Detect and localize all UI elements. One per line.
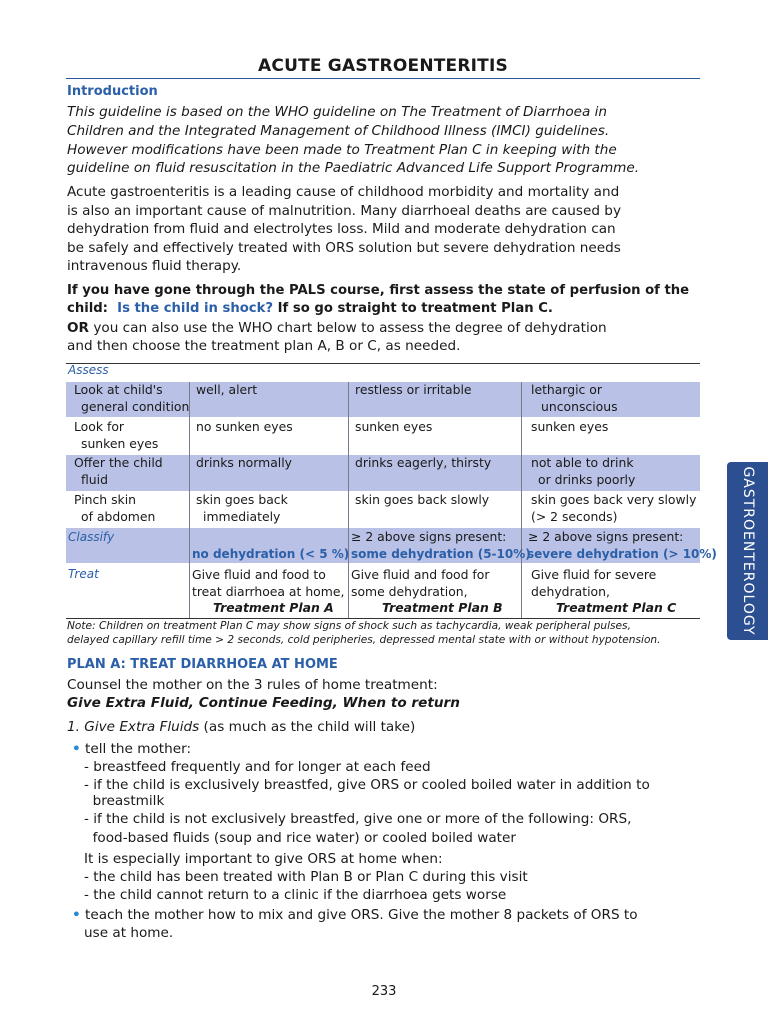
sign-cell: Look for: [74, 419, 124, 434]
treat-cell: some dehydration,: [351, 584, 468, 599]
treatment-plan-a: Treatment Plan A: [213, 600, 334, 615]
table-cell: (> 2 seconds): [531, 509, 618, 524]
table-col-divider: [348, 382, 349, 618]
intro-para-line: Acute gastroenteritis is a leading cause of childhood morbidity and mortality and: [67, 184, 620, 200]
plan-a-item-1: [67, 718, 415, 736]
or-line-2: and then choose the treatment plan A, B or C, as needed.: [67, 338, 461, 354]
dash-line: - breastfeed frequently and for longer at each feed: [84, 759, 431, 775]
treat-cell: Give fluid and food to: [192, 567, 326, 582]
dash-line: - if the child is not exclusively breastfed, give one or more of the following: ORS,: [84, 811, 632, 827]
table-col-divider: [189, 382, 190, 618]
item-1-rest: (as much as the child will take): [199, 719, 416, 735]
classify-criteria: ≥ 2 above signs present:: [351, 529, 507, 544]
dash-line: breastmilk: [84, 793, 165, 809]
intro-heading: Introduction: [67, 84, 158, 99]
table-top-rule: [66, 363, 700, 364]
page-title: ACUTE GASTROENTERITIS: [258, 56, 508, 76]
table-cell: drinks eagerly, thirsty: [355, 455, 492, 470]
bullet-item: [72, 740, 191, 758]
table-col-divider: [521, 382, 522, 618]
plan-a-counsel: Counsel the mother on the 3 rules of home treatment:: [67, 677, 438, 693]
pals-child: child:: [67, 301, 108, 316]
sign-cell: fluid: [81, 472, 108, 487]
treatment-plan-c: Treatment Plan C: [556, 600, 677, 615]
or-word: OR: [67, 320, 90, 336]
table-cell: sunken eyes: [531, 419, 609, 434]
bullet-text: teach the mother how to mix and give ORS. Give the mother 8 packets of ORS to: [85, 907, 638, 923]
table-cell: skin goes back slowly: [355, 492, 490, 507]
intro-para-line: be safely and effectively treated with ORS solution but severe dehydration needs: [67, 240, 621, 256]
table-cell: restless or irritable: [355, 382, 472, 397]
table-cell: skin goes back very slowly: [531, 492, 697, 507]
side-tab-label: GASTROENTEROLOGY: [739, 466, 756, 636]
page-number: 233: [371, 984, 397, 999]
when-line: - the child has been treated with Plan B or Plan C during this visit: [84, 869, 528, 885]
especially-line: It is especially important to give ORS at home when:: [84, 851, 443, 867]
plan-a-rules: Give Extra Fluid, Continue Feeding, When to return: [67, 695, 460, 711]
intro-italic-line: Children and the Integrated Management of Childhood Illness (IMCI) guidelines.: [67, 123, 610, 139]
classification-none: no dehydration (< 5 %): [192, 547, 350, 561]
bullet-icon: •: [72, 741, 81, 757]
intro-italic-line: This guideline is based on the WHO guideline on The Treatment of Diarrhoea in: [67, 104, 608, 120]
bullet-icon: •: [72, 907, 81, 923]
note-line: delayed capillary refill time > 2 seconds, cold peripheries, depressed mental state with or without hypotension.: [67, 634, 661, 646]
sign-cell: of abdomen: [81, 509, 156, 524]
table-cell: no sunken eyes: [196, 419, 293, 434]
bullet-text: tell the mother:: [85, 741, 192, 757]
when-line: - the child cannot return to a clinic if the diarrhoea gets worse: [84, 887, 507, 903]
treat-label: Treat: [68, 567, 99, 581]
intro-italic-line: However modifications have been made to Treatment Plan C in keeping with the: [67, 142, 617, 158]
classification-severe: severe dehydration (> 10%): [527, 547, 717, 561]
bullet-item: [72, 906, 638, 924]
treat-cell: Give fluid and food for: [351, 567, 490, 582]
table-cell: not able to drink: [531, 455, 634, 470]
table-cell: lethargic or: [531, 382, 602, 397]
table-cell: skin goes back: [196, 492, 288, 507]
treat-cell: treat diarrhoea at home,: [192, 584, 345, 599]
dash-line: - if the child is exclusively breastfed, give ORS or cooled boiled water in addition to: [84, 777, 650, 793]
treat-cell: Give fluid for severe: [531, 567, 657, 582]
assess-label: Assess: [68, 363, 109, 377]
sign-cell: Offer the child: [74, 455, 163, 470]
intro-para-line: dehydration from fluid and electrolytes loss. Mild and moderate dehydration can: [67, 221, 616, 237]
dash-line: food-based fluids (soup and rice water) or cooled boiled water: [84, 830, 516, 846]
note-line: Note: Children on treatment Plan C may show signs of shock such as tachycardia, weak peripheral pulses,: [67, 620, 631, 632]
table-cell: well, alert: [196, 382, 258, 397]
intro-para-line: intravenous fluid therapy.: [67, 258, 242, 274]
sign-cell: Pinch skin: [74, 492, 137, 507]
intro-italic-line: guideline on fluid resuscitation in the Paediatric Advanced Life Support Programme.: [67, 160, 640, 176]
intro-para-line: is also an important cause of malnutrition. Many diarrhoeal deaths are caused by: [67, 203, 621, 219]
classify-criteria: ≥ 2 above signs present:: [528, 529, 684, 544]
bullet-text-cont: use at home.: [84, 925, 174, 941]
or-rest: you can also use the WHO chart below to assess the degree of dehydration: [93, 320, 607, 336]
table-cell: drinks normally: [196, 455, 293, 470]
item-1-title: 1. Give Extra Fluids: [67, 719, 200, 735]
plan-a-heading: PLAN A: TREAT DIARRHOEA AT HOME: [67, 657, 338, 672]
sign-cell: Look at child's: [74, 382, 163, 397]
pals-line-1: If you have gone through the PALS course, first assess the state of perfusion of the: [67, 283, 690, 298]
classify-label: Classify: [68, 530, 115, 544]
table-cell: immediately: [203, 509, 281, 524]
table-cell: or drinks poorly: [538, 472, 636, 487]
table-bottom-rule: [66, 618, 700, 619]
title-rule: [66, 78, 700, 79]
classification-some: some dehydration (5-10%): [351, 547, 531, 561]
pals-line-2: [67, 300, 553, 318]
pals-plan-c: If so go straight to treatment Plan C.: [277, 301, 553, 316]
section-side-tab: [727, 462, 768, 640]
treat-cell: dehydration,: [531, 584, 610, 599]
treatment-plan-b: Treatment Plan B: [382, 600, 503, 615]
table-cell: sunken eyes: [355, 419, 433, 434]
table-cell: unconscious: [541, 399, 618, 414]
sign-cell: general condition: [81, 399, 190, 414]
sign-cell: sunken eyes: [81, 436, 159, 451]
shock-question: Is the child in shock?: [117, 301, 274, 316]
or-line-1: [67, 319, 607, 337]
